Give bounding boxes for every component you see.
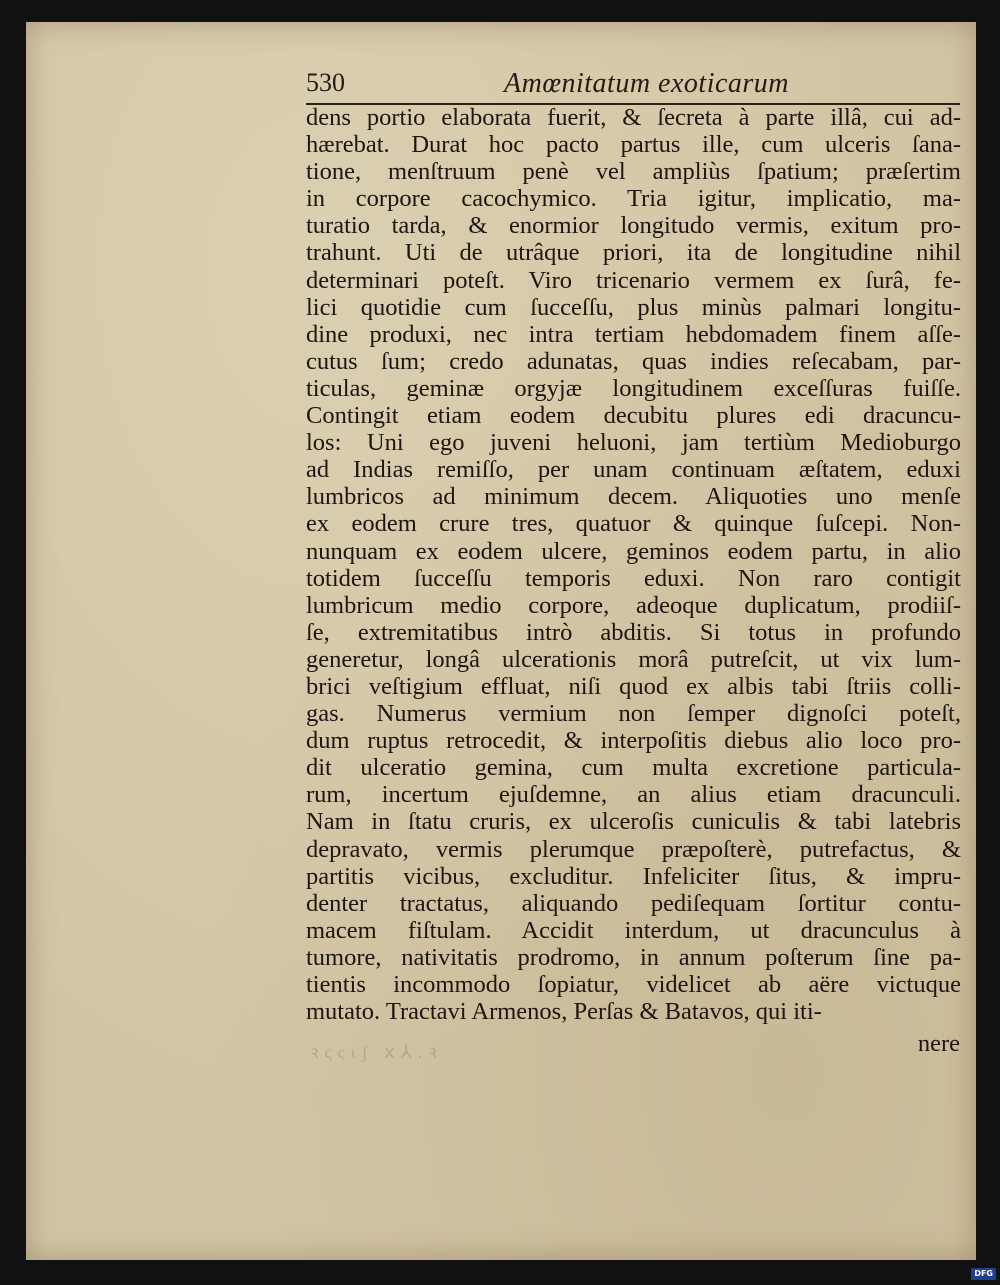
text-line: ad Indias remiſſo, per unam continuam æſtatem, eduxi bbox=[306, 456, 961, 484]
text-line: lici quotidie cum ſucceſſu, plus minùs palmari longitu- bbox=[306, 293, 961, 321]
catchword: nere bbox=[917, 1030, 960, 1057]
text-line: generetur, longâ ulcerationis morâ putreſcit, ut vix lum- bbox=[306, 645, 961, 673]
text-line: mutato. Tractavi Armenos, Perſas & Batavos, qui iti- bbox=[306, 998, 822, 1026]
text-line: partitis vicibus, excluditur. Infeliciter ſitus, & impru- bbox=[306, 862, 961, 890]
text-line: hærebat. Durat hoc pacto partus ille, cum ulceris ſana- bbox=[306, 131, 961, 159]
text-line: macem fiſtulam. Accidit interdum, ut dracunculus à bbox=[306, 916, 961, 944]
credit-text: Digitalisierung gefördert durch die Deutsche Forschungsgemeinschaft - bbox=[562, 1268, 969, 1280]
text-line: los: Uni ego juveni heluoni, jam tertiùm Medioburgo bbox=[306, 429, 961, 457]
text-line: rum, incertum ejuſdemne, an alius etiam dracunculi. bbox=[306, 781, 961, 809]
text-line: turatio tarda, & enormior longitudo vermis, exitum pro- bbox=[306, 212, 961, 240]
show-through-text: ꝛςςιʃ ⅹ⅄.ꝛ bbox=[310, 1042, 443, 1062]
dfg-logo: DFG bbox=[971, 1268, 996, 1280]
text-line: depravato, vermis plerumque præpoſterè, putrefactus, & bbox=[306, 835, 961, 863]
text-line: Contingit etiam eodem decubitu plures edi dracuncu- bbox=[306, 402, 961, 430]
running-title: Amœnitatum exoticarum bbox=[504, 68, 790, 99]
text-line: ex eodem crure tres, quatuor & quinque ſuſcepi. Non- bbox=[306, 510, 961, 538]
text-line: trahunt. Uti de utrâque priori, ita de longitudine nihil bbox=[306, 239, 961, 267]
text-line: tione, menſtruum penè vel ampliùs ſpatium; præſertim bbox=[306, 158, 961, 186]
text-line: Nam in ſtatu cruris, ex ulceroſis cuniculis & tabi latebris bbox=[306, 808, 961, 836]
text-line: totidem ſucceſſu temporis eduxi. Non raro contigit bbox=[306, 564, 961, 592]
text-line: tientis incommodo ſopiatur, videlicet ab aëre victuque bbox=[306, 971, 961, 998]
text-line: denter tractatus, aliquando pediſequam ſortitur contu- bbox=[306, 889, 961, 917]
text-line: gas. Numerus vermium non ſemper dignoſci poteſt, bbox=[306, 700, 961, 728]
running-head bbox=[306, 68, 956, 102]
text-line: tumore, nativitatis prodromo, in annum poſterum ſine pa- bbox=[306, 943, 961, 971]
text-line: dum ruptus retrocedit, & interpoſitis diebus alio loco pro- bbox=[306, 727, 961, 755]
text-line: ſe, extremitatibus intrò abditis. Si totus in profundo bbox=[306, 618, 961, 646]
text-line: lumbricum medio corpore, adeoque duplicatum, prodiiſ- bbox=[306, 591, 961, 619]
body-text bbox=[306, 104, 961, 1025]
page-number: 530 bbox=[306, 68, 345, 97]
text-line: lumbricos ad minimum decem. Aliquoties uno menſe bbox=[306, 483, 961, 511]
text-line: nunquam ex eodem ulcere, geminos eodem partu, in alio bbox=[306, 537, 961, 565]
text-line: dit ulceratio gemina, cum multa excretione particula- bbox=[306, 754, 961, 782]
text-line: ticulas, geminæ orgyjæ longitudinem exceſſuras fuiſſe. bbox=[306, 374, 961, 402]
text-line: brici veſtigium effluat, niſi quod ex albis tabi ſtriis colli- bbox=[306, 672, 961, 700]
text-line: determinari poteſt. Viro tricenario vermem ex ſurâ, fe- bbox=[306, 266, 961, 294]
text-line: in corpore cacochymico. Tria igitur, implicatio, ma- bbox=[306, 185, 961, 213]
text-line: dens portio elaborata fuerit, & ſecreta à parte illâ, cui ad- bbox=[306, 104, 961, 131]
text-line: cutus ſum; credo adunatas, quas indies reſecabam, par- bbox=[306, 347, 961, 375]
digitization-credit bbox=[563, 1268, 996, 1280]
text-line: dine produxi, nec intra tertiam hebdomadem finem aſſe- bbox=[306, 320, 961, 348]
